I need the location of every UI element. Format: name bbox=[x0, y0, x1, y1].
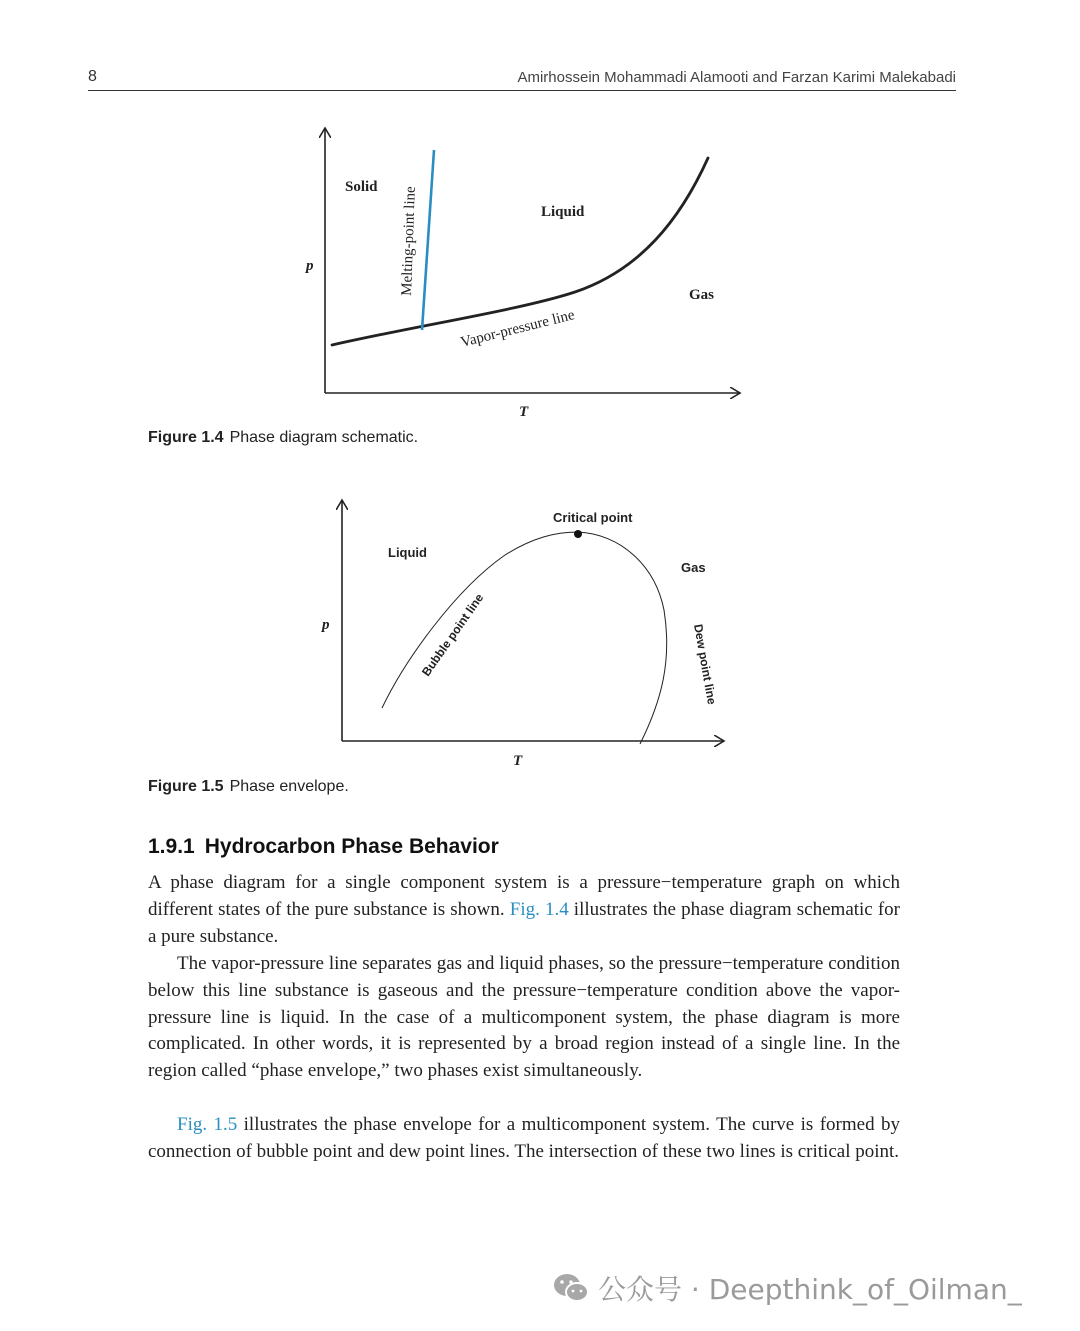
dew-point-curve bbox=[578, 532, 667, 744]
region-liquid-label: Liquid bbox=[541, 204, 585, 220]
paragraph-2: The vapor-pressure line separates gas and liquid phases, so the pressure−temperature condition below this line substance is gaseous and the pressure−temperature condition above the vapor-pressure line is liquid. In the case of a multicomponent system, the phase diagram is more complicated. In other words, it is represented by a broad region instead of a single line. In the region called “phase envelope,” two phases exist simultaneously. bbox=[148, 953, 900, 1082]
vapor-line-label: Vapor-pressure line bbox=[459, 307, 577, 351]
caption-text: Phase diagram schematic. bbox=[229, 429, 419, 446]
fig14-t-label: T bbox=[519, 404, 529, 420]
figure-1-5-caption bbox=[148, 778, 349, 796]
region-gas-label: Gas bbox=[689, 287, 715, 303]
fig14-p-label: p bbox=[306, 258, 314, 274]
critical-point-label: Critical point bbox=[553, 510, 633, 525]
wechat-logo-icon bbox=[552, 1271, 590, 1305]
paragraph-3 bbox=[148, 1112, 900, 1166]
paragraph-text: illustrates the phase envelope for a multicomponent system. The curve is formed by connection of bubble point and dew point lines. The intersection of these two lines is critical point. bbox=[148, 1114, 900, 1162]
figure-1-4-link[interactable]: Fig. 1.4 bbox=[509, 898, 569, 920]
page-number: 8 bbox=[88, 68, 97, 85]
caption-text: Phase envelope. bbox=[229, 778, 349, 795]
bubble-line-label: Bubble point line bbox=[418, 590, 487, 679]
region-solid-label: Solid bbox=[345, 179, 378, 195]
paragraph-text: A phase diagram for a single component system is a pressure−temperature graph on which different states of the pure substance is shown. bbox=[148, 872, 900, 920]
paragraph-1 bbox=[148, 870, 900, 950]
watermark-text: 公众号 · Deepthink_of_Oilman_ bbox=[598, 1273, 1022, 1306]
caption-label: Figure 1.5 bbox=[148, 778, 224, 795]
section-number: 1.9.1 bbox=[148, 835, 195, 858]
paragraph-text: illustrates the phase diagram schematic for a pure substance. bbox=[148, 898, 900, 947]
watermark bbox=[552, 1268, 1022, 1308]
envelope-liquid-label: Liquid bbox=[388, 545, 427, 560]
running-head: Amirhossein Mohammadi Alamooti and Farzan Karimi Malekabadi bbox=[517, 69, 956, 86]
dew-line-label: Dew point line bbox=[691, 623, 719, 706]
envelope-gas-label: Gas bbox=[681, 560, 706, 575]
figure-1-5-link[interactable]: Fig. 1.5 bbox=[177, 1114, 238, 1135]
fig15-t-label: T bbox=[513, 753, 523, 769]
section-title: Hydrocarbon Phase Behavior bbox=[204, 835, 499, 858]
fig15-p-label: p bbox=[322, 617, 330, 633]
critical-point-dot bbox=[574, 530, 582, 538]
section-heading bbox=[148, 835, 499, 859]
melting-line-label: Melting-point line bbox=[399, 186, 419, 297]
caption-label: Figure 1.4 bbox=[148, 429, 224, 446]
